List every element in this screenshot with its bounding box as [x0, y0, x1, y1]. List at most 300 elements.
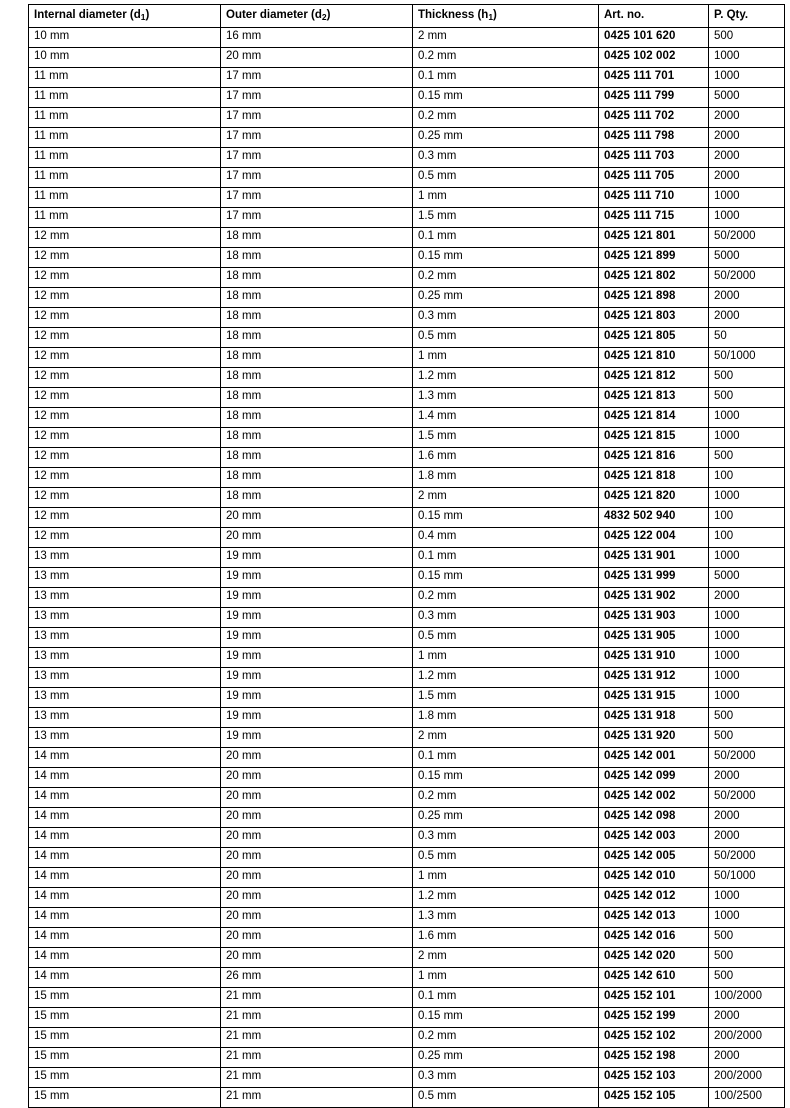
internal-diameter-cell: 13 mm — [29, 727, 221, 747]
outer-diameter-cell: 17 mm — [221, 207, 413, 227]
pack-quantity-cell: 500 — [709, 447, 785, 467]
table-row — [29, 827, 785, 847]
pack-quantity-cell: 50/2000 — [709, 227, 785, 247]
thickness-cell: 0.25 mm — [413, 127, 599, 147]
pack-quantity-cell: 50/2000 — [709, 847, 785, 867]
table-row — [29, 867, 785, 887]
thickness-cell: 0.25 mm — [413, 807, 599, 827]
article-number-cell: 0425 131 999 — [599, 567, 709, 587]
table-row — [29, 247, 785, 267]
outer-diameter-cell: 17 mm — [221, 187, 413, 207]
thickness-cell: 0.25 mm — [413, 287, 599, 307]
internal-diameter-cell: 11 mm — [29, 207, 221, 227]
table-row — [29, 847, 785, 867]
article-number-cell: 0425 142 012 — [599, 887, 709, 907]
outer-diameter-cell: 26 mm — [221, 967, 413, 987]
table-row — [29, 587, 785, 607]
table-header — [29, 5, 785, 28]
table-row — [29, 467, 785, 487]
outer-diameter-cell: 18 mm — [221, 347, 413, 367]
article-number-cell: 0425 121 801 — [599, 227, 709, 247]
pack-quantity-cell: 50/1000 — [709, 867, 785, 887]
outer-diameter-cell: 17 mm — [221, 147, 413, 167]
pack-quantity-cell: 2000 — [709, 127, 785, 147]
pack-quantity-cell: 1000 — [709, 67, 785, 87]
table-row — [29, 327, 785, 347]
article-number-cell: 0425 142 013 — [599, 907, 709, 927]
thickness-cell: 0.5 mm — [413, 167, 599, 187]
outer-diameter-cell: 20 mm — [221, 927, 413, 947]
internal-diameter-cell: 11 mm — [29, 67, 221, 87]
article-number-cell: 0425 121 803 — [599, 307, 709, 327]
thickness-cell: 0.5 mm — [413, 847, 599, 867]
outer-diameter-cell: 20 mm — [221, 847, 413, 867]
article-number-cell: 0425 142 005 — [599, 847, 709, 867]
article-number-cell: 0425 121 813 — [599, 387, 709, 407]
pack-quantity-cell: 100 — [709, 507, 785, 527]
article-number-cell: 0425 131 918 — [599, 707, 709, 727]
article-number-cell: 0425 152 199 — [599, 1007, 709, 1027]
thickness-cell: 1.8 mm — [413, 707, 599, 727]
outer-diameter-cell: 18 mm — [221, 307, 413, 327]
article-number-cell: 0425 101 620 — [599, 27, 709, 47]
article-number-cell: 0425 121 816 — [599, 447, 709, 467]
table-row — [29, 547, 785, 567]
outer-diameter-cell: 18 mm — [221, 447, 413, 467]
internal-diameter-cell: 12 mm — [29, 267, 221, 287]
outer-diameter-cell: 17 mm — [221, 67, 413, 87]
table-row — [29, 947, 785, 967]
column-header-tail: ) — [326, 9, 331, 21]
internal-diameter-cell: 14 mm — [29, 907, 221, 927]
outer-diameter-cell: 20 mm — [221, 887, 413, 907]
pack-quantity-cell: 1000 — [709, 887, 785, 907]
thickness-cell: 1 mm — [413, 867, 599, 887]
column-header-2 — [413, 5, 599, 28]
pack-quantity-cell: 1000 — [709, 607, 785, 627]
article-number-cell: 0425 131 920 — [599, 727, 709, 747]
pack-quantity-cell: 1000 — [709, 487, 785, 507]
table-row — [29, 807, 785, 827]
outer-diameter-cell: 20 mm — [221, 787, 413, 807]
internal-diameter-cell: 14 mm — [29, 787, 221, 807]
article-number-cell: 0425 121 815 — [599, 427, 709, 447]
pack-quantity-cell: 1000 — [709, 547, 785, 567]
internal-diameter-cell: 11 mm — [29, 87, 221, 107]
article-number-cell: 0425 111 705 — [599, 167, 709, 187]
table-row — [29, 727, 785, 747]
table-row — [29, 1007, 785, 1027]
thickness-cell: 0.2 mm — [413, 47, 599, 67]
internal-diameter-cell: 12 mm — [29, 327, 221, 347]
internal-diameter-cell: 14 mm — [29, 767, 221, 787]
pack-quantity-cell: 50/2000 — [709, 267, 785, 287]
internal-diameter-cell: 12 mm — [29, 227, 221, 247]
outer-diameter-cell: 18 mm — [221, 367, 413, 387]
thickness-cell: 0.15 mm — [413, 247, 599, 267]
outer-diameter-cell: 20 mm — [221, 807, 413, 827]
internal-diameter-cell: 12 mm — [29, 307, 221, 327]
pack-quantity-cell: 50/1000 — [709, 347, 785, 367]
table-row — [29, 187, 785, 207]
article-number-cell: 0425 121 802 — [599, 267, 709, 287]
internal-diameter-cell: 15 mm — [29, 1087, 221, 1107]
outer-diameter-cell: 18 mm — [221, 407, 413, 427]
article-number-cell: 0425 111 702 — [599, 107, 709, 127]
pack-quantity-cell: 200/2000 — [709, 1027, 785, 1047]
table-row — [29, 987, 785, 1007]
outer-diameter-cell: 17 mm — [221, 127, 413, 147]
column-header-label: Outer diameter (d — [226, 9, 322, 21]
article-number-cell: 0425 111 715 — [599, 207, 709, 227]
thickness-cell: 0.5 mm — [413, 327, 599, 347]
article-number-cell: 0425 111 703 — [599, 147, 709, 167]
table-row — [29, 167, 785, 187]
thickness-cell: 0.1 mm — [413, 67, 599, 87]
article-number-cell: 0425 111 798 — [599, 127, 709, 147]
internal-diameter-cell: 12 mm — [29, 287, 221, 307]
thickness-cell: 1.2 mm — [413, 887, 599, 907]
outer-diameter-cell: 19 mm — [221, 727, 413, 747]
table-row — [29, 27, 785, 47]
internal-diameter-cell: 15 mm — [29, 1007, 221, 1027]
pack-quantity-cell: 500 — [709, 927, 785, 947]
outer-diameter-cell: 20 mm — [221, 947, 413, 967]
outer-diameter-cell: 20 mm — [221, 827, 413, 847]
column-header-label: Thickness (h — [418, 9, 489, 21]
thickness-cell: 0.15 mm — [413, 1007, 599, 1027]
article-number-cell: 0425 122 004 — [599, 527, 709, 547]
table-header-row — [29, 5, 785, 28]
pack-quantity-cell: 2000 — [709, 167, 785, 187]
outer-diameter-cell: 19 mm — [221, 547, 413, 567]
column-header-subscript: 1 — [140, 12, 146, 22]
thickness-cell: 1 mm — [413, 347, 599, 367]
internal-diameter-cell: 12 mm — [29, 487, 221, 507]
internal-diameter-cell: 14 mm — [29, 947, 221, 967]
table-row — [29, 967, 785, 987]
table-row — [29, 667, 785, 687]
table-row — [29, 67, 785, 87]
pack-quantity-cell: 100 — [709, 467, 785, 487]
pack-quantity-cell: 50/2000 — [709, 747, 785, 767]
internal-diameter-cell: 15 mm — [29, 1027, 221, 1047]
outer-diameter-cell: 19 mm — [221, 567, 413, 587]
pack-quantity-cell: 50/2000 — [709, 787, 785, 807]
outer-diameter-cell: 19 mm — [221, 647, 413, 667]
pack-quantity-cell: 5000 — [709, 87, 785, 107]
article-number-cell: 0425 121 812 — [599, 367, 709, 387]
table-row — [29, 1067, 785, 1087]
table-row — [29, 307, 785, 327]
internal-diameter-cell: 12 mm — [29, 407, 221, 427]
pack-quantity-cell: 500 — [709, 387, 785, 407]
pack-quantity-cell: 1000 — [709, 47, 785, 67]
article-number-cell: 0425 131 912 — [599, 667, 709, 687]
thickness-cell: 0.4 mm — [413, 527, 599, 547]
thickness-cell: 0.3 mm — [413, 607, 599, 627]
table-row — [29, 267, 785, 287]
thickness-cell: 0.15 mm — [413, 567, 599, 587]
column-header-label: Art. no. — [604, 9, 645, 21]
article-number-cell: 0425 152 102 — [599, 1027, 709, 1047]
thickness-cell: 0.5 mm — [413, 627, 599, 647]
internal-diameter-cell: 14 mm — [29, 847, 221, 867]
internal-diameter-cell: 12 mm — [29, 247, 221, 267]
internal-diameter-cell: 12 mm — [29, 367, 221, 387]
thickness-cell: 1 mm — [413, 187, 599, 207]
table-row — [29, 887, 785, 907]
pack-quantity-cell: 2000 — [709, 827, 785, 847]
pack-quantity-cell: 500 — [709, 947, 785, 967]
pack-quantity-cell: 1000 — [709, 687, 785, 707]
outer-diameter-cell: 20 mm — [221, 907, 413, 927]
article-number-cell: 0425 121 814 — [599, 407, 709, 427]
internal-diameter-cell: 14 mm — [29, 747, 221, 767]
pack-quantity-cell: 1000 — [709, 187, 785, 207]
article-number-cell: 0425 152 103 — [599, 1067, 709, 1087]
column-header-label: P. Qty. — [714, 9, 749, 21]
article-number-cell: 0425 111 799 — [599, 87, 709, 107]
outer-diameter-cell: 18 mm — [221, 487, 413, 507]
outer-diameter-cell: 18 mm — [221, 247, 413, 267]
table-row — [29, 627, 785, 647]
pack-quantity-cell: 1000 — [709, 427, 785, 447]
internal-diameter-cell: 12 mm — [29, 347, 221, 367]
internal-diameter-cell: 11 mm — [29, 187, 221, 207]
thickness-cell: 1 mm — [413, 967, 599, 987]
pack-quantity-cell: 500 — [709, 727, 785, 747]
internal-diameter-cell: 13 mm — [29, 687, 221, 707]
internal-diameter-cell: 13 mm — [29, 647, 221, 667]
internal-diameter-cell: 15 mm — [29, 987, 221, 1007]
article-number-cell: 0425 131 905 — [599, 627, 709, 647]
table-row — [29, 1087, 785, 1107]
specification-table — [28, 4, 785, 1108]
table-row — [29, 127, 785, 147]
article-number-cell: 0425 131 901 — [599, 547, 709, 567]
thickness-cell: 1.8 mm — [413, 467, 599, 487]
internal-diameter-cell: 11 mm — [29, 107, 221, 127]
pack-quantity-cell: 100/2500 — [709, 1087, 785, 1107]
internal-diameter-cell: 13 mm — [29, 607, 221, 627]
internal-diameter-cell: 12 mm — [29, 447, 221, 467]
thickness-cell: 0.2 mm — [413, 267, 599, 287]
thickness-cell: 0.1 mm — [413, 987, 599, 1007]
pack-quantity-cell: 100/2000 — [709, 987, 785, 1007]
thickness-cell: 1 mm — [413, 647, 599, 667]
article-number-cell: 0425 131 910 — [599, 647, 709, 667]
thickness-cell: 0.15 mm — [413, 87, 599, 107]
table-row — [29, 347, 785, 367]
column-header-subscript: 2 — [321, 12, 327, 22]
internal-diameter-cell: 11 mm — [29, 127, 221, 147]
article-number-cell: 0425 152 198 — [599, 1047, 709, 1067]
table-row — [29, 527, 785, 547]
thickness-cell: 1.6 mm — [413, 447, 599, 467]
pack-quantity-cell: 2000 — [709, 1007, 785, 1027]
article-number-cell: 0425 131 915 — [599, 687, 709, 707]
pack-quantity-cell: 500 — [709, 27, 785, 47]
article-number-cell: 0425 102 002 — [599, 47, 709, 67]
outer-diameter-cell: 19 mm — [221, 627, 413, 647]
internal-diameter-cell: 12 mm — [29, 507, 221, 527]
thickness-cell: 1.6 mm — [413, 927, 599, 947]
article-number-cell: 0425 121 899 — [599, 247, 709, 267]
internal-diameter-cell: 13 mm — [29, 547, 221, 567]
article-number-cell: 0425 142 099 — [599, 767, 709, 787]
outer-diameter-cell: 18 mm — [221, 267, 413, 287]
article-number-cell: 0425 111 710 — [599, 187, 709, 207]
column-header-4 — [709, 5, 785, 28]
thickness-cell: 0.3 mm — [413, 1067, 599, 1087]
pack-quantity-cell: 2000 — [709, 1047, 785, 1067]
table-row — [29, 407, 785, 427]
pack-quantity-cell: 2000 — [709, 587, 785, 607]
outer-diameter-cell: 18 mm — [221, 387, 413, 407]
internal-diameter-cell: 12 mm — [29, 467, 221, 487]
article-number-cell: 0425 142 002 — [599, 787, 709, 807]
table-row — [29, 427, 785, 447]
pack-quantity-cell: 5000 — [709, 567, 785, 587]
outer-diameter-cell: 21 mm — [221, 1027, 413, 1047]
outer-diameter-cell: 21 mm — [221, 1087, 413, 1107]
article-number-cell: 0425 142 016 — [599, 927, 709, 947]
internal-diameter-cell: 12 mm — [29, 387, 221, 407]
pack-quantity-cell: 1000 — [709, 627, 785, 647]
thickness-cell: 1.5 mm — [413, 207, 599, 227]
table-row — [29, 747, 785, 767]
outer-diameter-cell: 20 mm — [221, 867, 413, 887]
table-row — [29, 1027, 785, 1047]
article-number-cell: 0425 121 898 — [599, 287, 709, 307]
outer-diameter-cell: 21 mm — [221, 1067, 413, 1087]
outer-diameter-cell: 20 mm — [221, 507, 413, 527]
thickness-cell: 0.3 mm — [413, 827, 599, 847]
internal-diameter-cell: 14 mm — [29, 827, 221, 847]
pack-quantity-cell: 2000 — [709, 107, 785, 127]
pack-quantity-cell: 1000 — [709, 207, 785, 227]
outer-diameter-cell: 18 mm — [221, 467, 413, 487]
table-row — [29, 507, 785, 527]
internal-diameter-cell: 15 mm — [29, 1067, 221, 1087]
table-row — [29, 567, 785, 587]
pack-quantity-cell: 1000 — [709, 667, 785, 687]
outer-diameter-cell: 19 mm — [221, 707, 413, 727]
column-header-tail: ) — [493, 9, 497, 21]
article-number-cell: 0425 121 818 — [599, 467, 709, 487]
article-number-cell: 0425 142 003 — [599, 827, 709, 847]
article-number-cell: 0425 142 001 — [599, 747, 709, 767]
thickness-cell: 0.3 mm — [413, 307, 599, 327]
outer-diameter-cell: 20 mm — [221, 47, 413, 67]
pack-quantity-cell: 1000 — [709, 647, 785, 667]
article-number-cell: 0425 121 820 — [599, 487, 709, 507]
thickness-cell: 2 mm — [413, 27, 599, 47]
outer-diameter-cell: 20 mm — [221, 767, 413, 787]
pack-quantity-cell: 2000 — [709, 307, 785, 327]
thickness-cell: 1.2 mm — [413, 667, 599, 687]
table-row — [29, 767, 785, 787]
thickness-cell: 2 mm — [413, 947, 599, 967]
article-number-cell: 0425 121 805 — [599, 327, 709, 347]
table-row — [29, 87, 785, 107]
table-row — [29, 1047, 785, 1067]
article-number-cell: 0425 142 098 — [599, 807, 709, 827]
internal-diameter-cell: 10 mm — [29, 47, 221, 67]
pack-quantity-cell: 500 — [709, 707, 785, 727]
table-body — [29, 27, 785, 1107]
outer-diameter-cell: 17 mm — [221, 167, 413, 187]
pack-quantity-cell: 500 — [709, 367, 785, 387]
outer-diameter-cell: 19 mm — [221, 687, 413, 707]
internal-diameter-cell: 14 mm — [29, 927, 221, 947]
pack-quantity-cell: 2000 — [709, 287, 785, 307]
internal-diameter-cell: 14 mm — [29, 867, 221, 887]
thickness-cell: 0.2 mm — [413, 587, 599, 607]
thickness-cell: 1.5 mm — [413, 687, 599, 707]
pack-quantity-cell: 100 — [709, 527, 785, 547]
article-number-cell: 0425 142 010 — [599, 867, 709, 887]
table-row — [29, 227, 785, 247]
article-number-cell: 0425 142 020 — [599, 947, 709, 967]
thickness-cell: 0.2 mm — [413, 787, 599, 807]
article-number-cell: 0425 152 105 — [599, 1087, 709, 1107]
internal-diameter-cell: 10 mm — [29, 27, 221, 47]
internal-diameter-cell: 13 mm — [29, 567, 221, 587]
thickness-cell: 0.1 mm — [413, 547, 599, 567]
thickness-cell: 1.5 mm — [413, 427, 599, 447]
pack-quantity-cell: 200/2000 — [709, 1067, 785, 1087]
internal-diameter-cell: 13 mm — [29, 667, 221, 687]
column-header-1 — [221, 5, 413, 28]
outer-diameter-cell: 18 mm — [221, 287, 413, 307]
outer-diameter-cell: 16 mm — [221, 27, 413, 47]
outer-diameter-cell: 21 mm — [221, 1007, 413, 1027]
table-row — [29, 387, 785, 407]
table-row — [29, 47, 785, 67]
table-row — [29, 707, 785, 727]
article-number-cell: 0425 142 610 — [599, 967, 709, 987]
thickness-cell: 0.2 mm — [413, 107, 599, 127]
thickness-cell: 0.1 mm — [413, 747, 599, 767]
column-header-3 — [599, 5, 709, 28]
internal-diameter-cell: 11 mm — [29, 147, 221, 167]
column-header-label: Internal diameter (d — [34, 9, 141, 21]
thickness-cell: 2 mm — [413, 727, 599, 747]
outer-diameter-cell: 19 mm — [221, 607, 413, 627]
outer-diameter-cell: 18 mm — [221, 427, 413, 447]
thickness-cell: 1.2 mm — [413, 367, 599, 387]
table-row — [29, 487, 785, 507]
pack-quantity-cell: 500 — [709, 967, 785, 987]
table-row — [29, 607, 785, 627]
outer-diameter-cell: 19 mm — [221, 667, 413, 687]
internal-diameter-cell: 13 mm — [29, 707, 221, 727]
internal-diameter-cell: 15 mm — [29, 1047, 221, 1067]
column-header-tail: ) — [145, 9, 150, 21]
column-header-subscript: 1 — [488, 12, 494, 22]
thickness-cell: 1.4 mm — [413, 407, 599, 427]
article-number-cell: 0425 131 902 — [599, 587, 709, 607]
thickness-cell: 2 mm — [413, 487, 599, 507]
internal-diameter-cell: 12 mm — [29, 527, 221, 547]
pack-quantity-cell: 1000 — [709, 907, 785, 927]
pack-quantity-cell: 2000 — [709, 767, 785, 787]
pack-quantity-cell: 1000 — [709, 407, 785, 427]
table-row — [29, 647, 785, 667]
table-row — [29, 147, 785, 167]
